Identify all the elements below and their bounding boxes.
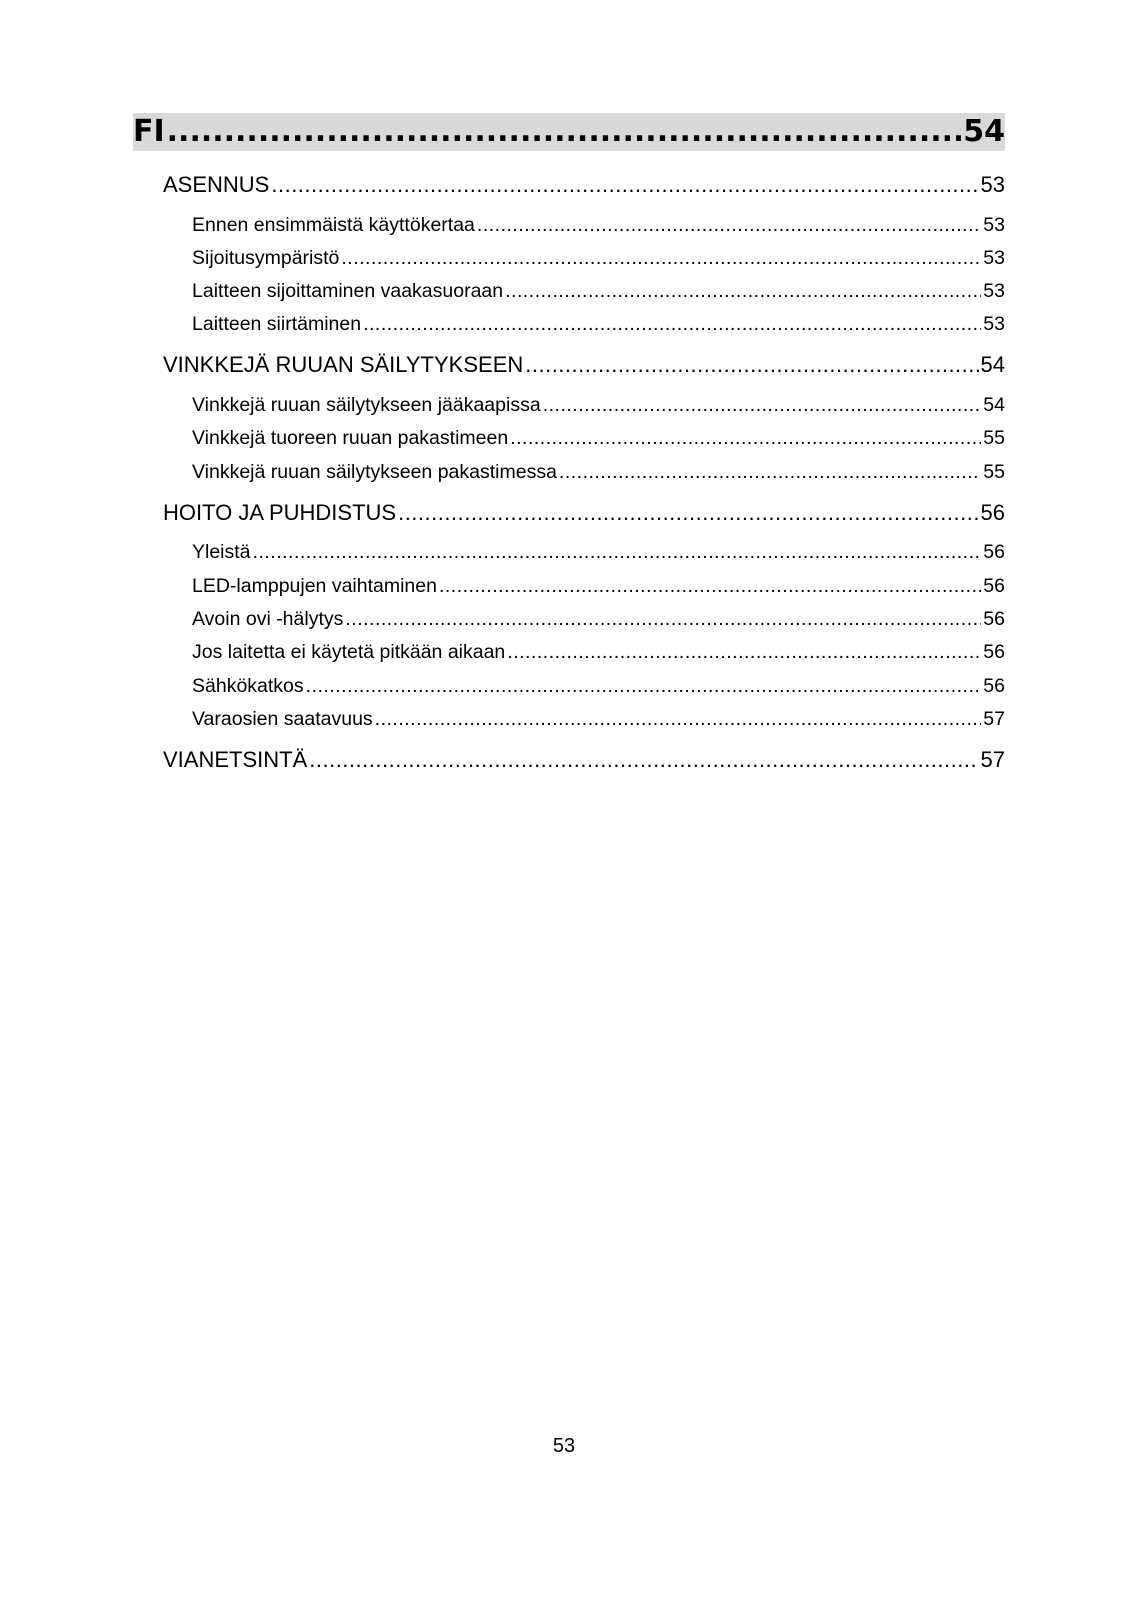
toc-item-title: Vinkkejä ruuan säilytykseen jääkaapissa xyxy=(192,394,541,416)
toc-item-page: 56 xyxy=(983,608,1005,630)
toc-item[interactable] xyxy=(192,391,1005,419)
toc-item-page: 53 xyxy=(983,313,1005,335)
toc-language-title: FI xyxy=(133,114,165,149)
dot-leader xyxy=(543,391,982,419)
toc-section-title: HOITO JA PUHDISTUS xyxy=(163,500,397,525)
toc-item[interactable] xyxy=(192,211,1005,239)
toc-item-title: Yleistä xyxy=(192,541,251,563)
toc-item[interactable] xyxy=(192,244,1005,272)
toc-item[interactable] xyxy=(192,424,1005,452)
toc-section-page: 56 xyxy=(980,500,1005,525)
toc-item-title: Vinkkejä ruuan säilytykseen pakastimessa xyxy=(192,461,557,483)
toc-section-vianetsinta[interactable] xyxy=(163,745,1005,775)
dot-leader xyxy=(253,538,982,566)
toc-item-title: Varaosien saatavuus xyxy=(192,708,373,730)
toc-item[interactable] xyxy=(192,705,1005,733)
toc-language-page: 54 xyxy=(963,114,1005,149)
toc-section-title: VINKKEJÄ RUUAN SÄILYTYKSEEN xyxy=(163,352,524,377)
dot-leader xyxy=(559,458,981,486)
toc-item[interactable] xyxy=(192,538,1005,566)
toc-item[interactable] xyxy=(192,672,1005,700)
toc-item-title: Avoin ovi -hälytys xyxy=(192,608,344,630)
toc-item-title: Laitteen sijoittaminen vaakasuoraan xyxy=(192,280,504,302)
toc-section-title: ASENNUS xyxy=(163,172,270,197)
toc-item-title: Sijoitusympäristö xyxy=(192,247,340,269)
dot-leader xyxy=(507,638,981,666)
toc-item-page: 54 xyxy=(983,394,1005,416)
dot-leader xyxy=(345,605,981,633)
dot-leader xyxy=(306,672,982,700)
toc-item-page: 53 xyxy=(983,214,1005,236)
toc-section-vinkkeja[interactable] xyxy=(163,350,1005,380)
toc-section-title: VIANETSINTÄ xyxy=(163,747,308,772)
dot-leader xyxy=(477,211,981,239)
toc-section-asennus[interactable] xyxy=(163,170,1005,200)
toc-item-title: Jos laitetta ei käytetä pitkään aikaan xyxy=(192,641,506,663)
toc-item-page: 55 xyxy=(983,461,1005,483)
toc-item-page: 56 xyxy=(983,641,1005,663)
dot-leader xyxy=(309,745,978,775)
toc-item-title: Laitteen siirtäminen xyxy=(192,313,362,335)
dot-leader xyxy=(525,350,978,380)
dot-leader xyxy=(341,244,981,272)
toc-item[interactable] xyxy=(192,458,1005,486)
toc-item-page: 56 xyxy=(983,575,1005,597)
page-number: 53 xyxy=(552,1435,576,1457)
dot-leader xyxy=(510,424,981,452)
toc-item-page: 53 xyxy=(983,247,1005,269)
toc-item-title: Vinkkejä tuoreen ruuan pakastimeen xyxy=(192,427,509,449)
toc-section-page: 54 xyxy=(980,352,1005,377)
dot-leader xyxy=(505,277,981,305)
toc-item[interactable] xyxy=(192,605,1005,633)
dot-leader xyxy=(363,310,981,338)
toc-section-hoito[interactable] xyxy=(163,498,1005,528)
toc-item-page: 57 xyxy=(983,708,1005,730)
toc-item-title: LED-lamppujen vaihtaminen xyxy=(192,575,437,597)
dot-leader xyxy=(167,113,962,151)
dot-leader xyxy=(375,705,982,733)
toc-item[interactable] xyxy=(192,572,1005,600)
toc-item-title: Ennen ensimmäistä käyttökertaa xyxy=(192,214,475,236)
toc-item[interactable] xyxy=(192,310,1005,338)
dot-leader xyxy=(271,170,978,200)
toc-section-page: 57 xyxy=(980,747,1005,772)
toc-item-page: 55 xyxy=(983,427,1005,449)
toc-item-page: 56 xyxy=(983,675,1005,697)
dot-leader xyxy=(398,498,978,528)
toc-section-page: 53 xyxy=(980,172,1005,197)
toc-language-heading[interactable] xyxy=(133,113,1005,151)
toc-item[interactable] xyxy=(192,638,1005,666)
toc-item-page: 53 xyxy=(983,280,1005,302)
toc-item-page: 56 xyxy=(983,541,1005,563)
toc-item[interactable] xyxy=(192,277,1005,305)
toc-item-title: Sähkökatkos xyxy=(192,675,304,697)
dot-leader xyxy=(439,572,981,600)
